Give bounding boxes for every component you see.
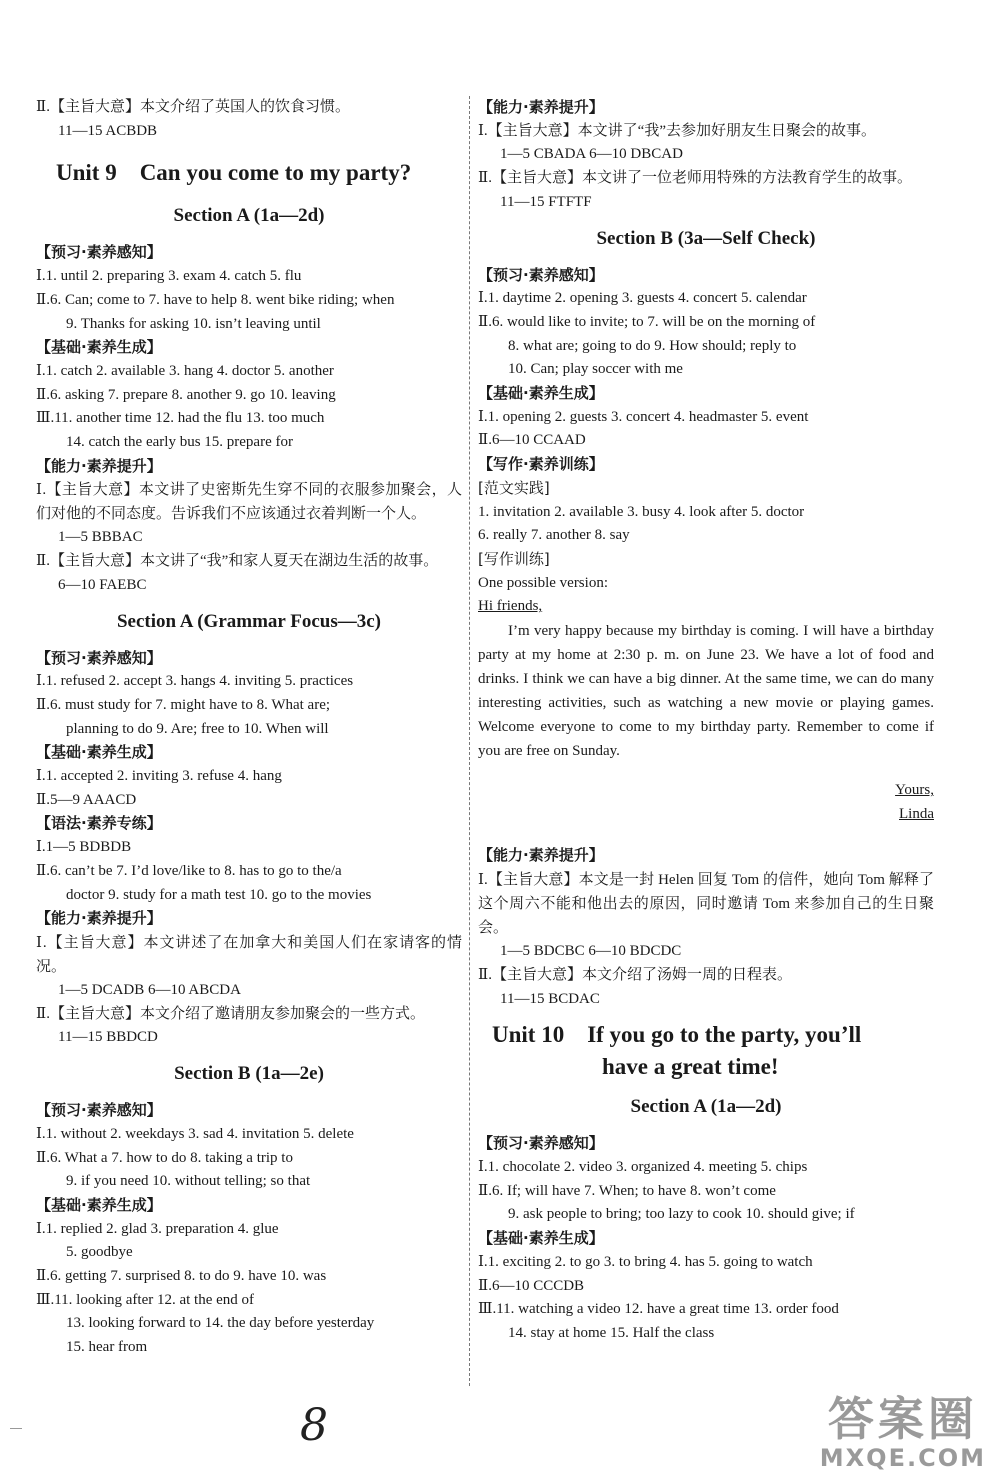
- version-label: One possible version:: [478, 574, 608, 591]
- writing-training-heading: [写作训练]: [478, 549, 550, 568]
- summary-paragraph: Ⅱ.【主旨大意】本文讲了一位老师用特殊的方法教育学生的故事。: [478, 170, 912, 187]
- letter-signature: Linda: [899, 805, 934, 822]
- summary-paragraph: Ⅰ.【主旨大意】本文讲了“我”去参加好朋友生日聚会的故事。: [478, 122, 876, 139]
- intro-summary: Ⅱ.【主旨大意】本文介绍了英国人的饮食习惯。: [36, 99, 350, 115]
- ability-heading: 【能力·素养提升】: [36, 456, 162, 475]
- grammar-heading: 【语法·素养专练】: [36, 814, 162, 833]
- answer-line: Ⅱ.6. would like to invite; to 7. will be on the morning of: [478, 313, 816, 330]
- summary-paragraph: Ⅰ.【主旨大意】本文讲述了在加拿大和美国人们在家请客的情况。: [36, 934, 462, 975]
- section-title: Section A (1a—2d): [630, 1096, 782, 1118]
- answer-line: 5. goodbye: [66, 1244, 133, 1261]
- answer-line: Ⅱ.5—9 AAACD: [36, 791, 137, 808]
- answer-line: 6—10 FAEBC: [58, 576, 147, 593]
- answer-line: Ⅱ.6. If; will have 7. When; to have 8. won’t come: [478, 1182, 776, 1199]
- answer-line: Ⅱ.6. can’t be 7. I’d love/like to 8. has to go to the/a: [36, 862, 342, 879]
- ability-heading: 【能力·素养提升】: [478, 846, 604, 865]
- answer-line: 1. invitation 2. available 3. busy 4. look after 5. doctor: [478, 503, 805, 520]
- summary-paragraph: Ⅰ.【主旨大意】本文是一封 Helen 回复 Tom 的信件，她向 Tom 解释了这个周六不能和他出去的原因，同时邀请 Tom 来参加自己的生日聚会。: [478, 872, 934, 937]
- answer-line: 9. if you need 10. without telling; so that: [66, 1173, 311, 1190]
- basic-heading: 【基础·素养生成】: [36, 743, 162, 762]
- preview-heading: 【预习·素养感知】: [36, 1101, 162, 1120]
- left-column: [36, 96, 462, 1360]
- answer-line: 6. really 7. another 8. say: [478, 527, 630, 544]
- answer-line: 1—5 BBBAC: [58, 529, 143, 546]
- answer-line: Ⅱ.6—10 CCCDB: [478, 1277, 585, 1294]
- watermark-site-text: MXQE.COM: [819, 1444, 986, 1472]
- right-column: [478, 96, 934, 1346]
- unit10-title: [492, 1019, 934, 1083]
- answer-line: 14. stay at home 15. Half the class: [508, 1324, 715, 1341]
- answer-line: 10. Can; play soccer with me: [508, 361, 683, 378]
- answer-line: 1—5 CBADA 6—10 DBCAD: [500, 146, 683, 163]
- unit10-title-line2: have a great time!: [602, 1054, 779, 1080]
- answer-line: Ⅲ.11. watching a video 12. have a great time 13. order food: [478, 1301, 839, 1318]
- answer-line: Ⅰ.1. refused 2. accept 3. hangs 4. inviting 5. practices: [36, 673, 354, 690]
- answer-line: 1—5 BDCBC 6—10 BDCDC: [500, 943, 682, 960]
- answer-line: 13. looking forward to 14. the day before yesterday: [66, 1315, 375, 1332]
- letter-greeting: Hi friends,: [478, 598, 543, 615]
- answer-line: doctor 9. study for a math test 10. go to the movies: [66, 886, 372, 903]
- intro-answers: 11—15 ACBDB: [58, 122, 158, 139]
- basic-heading: 【基础·素养生成】: [478, 1229, 604, 1248]
- answer-line: 1—5 DCADB 6—10 ABCDA: [58, 981, 241, 998]
- answer-line: Ⅰ.1. replied 2. glad 3. preparation 4. glue: [36, 1220, 279, 1237]
- section-title: Section B (1a—2e): [174, 1063, 324, 1085]
- summary-paragraph: Ⅱ.【主旨大意】本文介绍了汤姆一周的日程表。: [478, 966, 792, 983]
- answer-line: Ⅰ.1. without 2. weekdays 3. sad 4. invitation 5. delete: [36, 1125, 354, 1142]
- answer-line: Ⅱ.6. Can; come to 7. have to help 8. went bike riding; when: [36, 291, 395, 308]
- answer-line: Ⅱ.6. What a 7. how to do 8. taking a trip to: [36, 1149, 293, 1166]
- basic-heading: 【基础·素养生成】: [36, 338, 162, 357]
- answer-line: 9. ask people to bring; too lazy to cook 10. should give; if: [508, 1206, 855, 1223]
- answer-line: planning to do 9. Are; free to 10. When will: [66, 720, 329, 737]
- section-title: Section B (3a—Self Check): [596, 227, 816, 249]
- answer-line: Ⅰ.1. until 2. preparing 3. exam 4. catch 5. flu: [36, 268, 302, 285]
- basic-heading: 【基础·素养生成】: [478, 384, 604, 403]
- letter-body: I’m very happy because my birthday is coming. I will have a birthday party at my home at 2:30 p. m. on June 23. We have a lot of food and drinks. I think we can have a big dinner. At the same time, we can do many interesting activities, such as watching a new movie or playing games. Welcome everyone to come to my birthday party. Remember to come if you are free on Sunday.: [478, 623, 934, 760]
- section-title: Section A (Grammar Focus—3c): [116, 610, 382, 632]
- answer-line: Ⅰ.1. accepted 2. inviting 3. refuse 4. hang: [36, 768, 282, 785]
- answer-line: 11—15 BCDAC: [500, 990, 600, 1007]
- answer-line: 15. hear from: [66, 1339, 148, 1356]
- answer-line: Ⅱ.6. asking 7. prepare 8. another 9. go 10. leaving: [36, 386, 336, 403]
- answer-line: 8. what are; going to do 9. How should; reply to: [508, 337, 797, 354]
- answer-line: Ⅰ.1. daytime 2. opening 3. guests 4. concert 5. calendar: [478, 290, 807, 307]
- unit10-title-line1: Unit 10 If you go to the party, you’ll: [492, 1022, 862, 1048]
- answer-line: Ⅱ.6. must study for 7. might have to 8. What are;: [36, 696, 331, 713]
- answer-line: Ⅲ.11. looking after 12. at the end of: [36, 1291, 255, 1308]
- answer-line: Ⅰ.1. opening 2. guests 3. concert 4. headmaster 5. event: [478, 408, 809, 425]
- answer-line: 11—15 BBDCD: [58, 1029, 158, 1046]
- preview-heading: 【预习·素养感知】: [36, 648, 162, 667]
- writing-heading: 【写作·素养训练】: [478, 455, 604, 474]
- summary-paragraph: Ⅱ.【主旨大意】本文讲了“我”和家人夏天在湖边生活的故事。: [36, 553, 439, 570]
- watermark-logo-text: 答案圈: [827, 1392, 978, 1446]
- answer-line: Ⅰ.1. catch 2. available 3. hang 4. doctor 5. another: [36, 362, 334, 379]
- ability-heading: 【能力·素养提升】: [478, 98, 604, 116]
- answer-line: Ⅱ.6. getting 7. surprised 8. to do 9. have 10. was: [36, 1268, 327, 1285]
- column-divider: [469, 96, 470, 1386]
- summary-paragraph: Ⅱ.【主旨大意】本文介绍了邀请朋友参加聚会的一些方式。: [36, 1005, 425, 1022]
- unit9-title: Unit 9 Can you come to my party?: [56, 160, 412, 186]
- answer-line: Ⅱ.6—10 CCAAD: [478, 432, 586, 449]
- site-watermark: [820, 1394, 986, 1472]
- answer-line: Ⅲ.11. another time 12. had the flu 13. too much: [36, 410, 325, 427]
- page-number: 8: [300, 1400, 328, 1451]
- answer-line: Ⅰ.1. chocolate 2. video 3. organized 4. meeting 5. chips: [478, 1158, 808, 1175]
- section-title: Section A (1a—2d): [173, 205, 325, 227]
- answer-line: 11—15 FTFTF: [500, 193, 592, 210]
- preview-heading: 【预习·素养感知】: [36, 243, 162, 262]
- basic-heading: 【基础·素养生成】: [36, 1195, 162, 1214]
- answer-line: 14. catch the early bus 15. prepare for: [66, 434, 293, 451]
- ability-heading: 【能力·素养提升】: [36, 909, 162, 928]
- summary-paragraph: Ⅰ.【主旨大意】本文讲了史密斯先生穿不同的衣服参加聚会，人们对他的不同态度。告诉我们不应该通过衣着判断一个人。: [36, 482, 462, 523]
- answer-line: Ⅰ.1. exciting 2. to go 3. to bring 4. has 5. going to watch: [478, 1253, 813, 1270]
- letter-closing: Yours,: [895, 782, 934, 799]
- preview-heading: 【预习·素养感知】: [478, 1134, 604, 1153]
- footer-rule: [10, 1428, 22, 1429]
- answer-line: 9. Thanks for asking 10. isn’t leaving until: [66, 315, 321, 332]
- model-practice-heading: [范文实践]: [478, 478, 550, 497]
- preview-heading: 【预习·素养感知】: [478, 265, 604, 284]
- answer-line: Ⅰ.1—5 BDBDB: [36, 839, 132, 856]
